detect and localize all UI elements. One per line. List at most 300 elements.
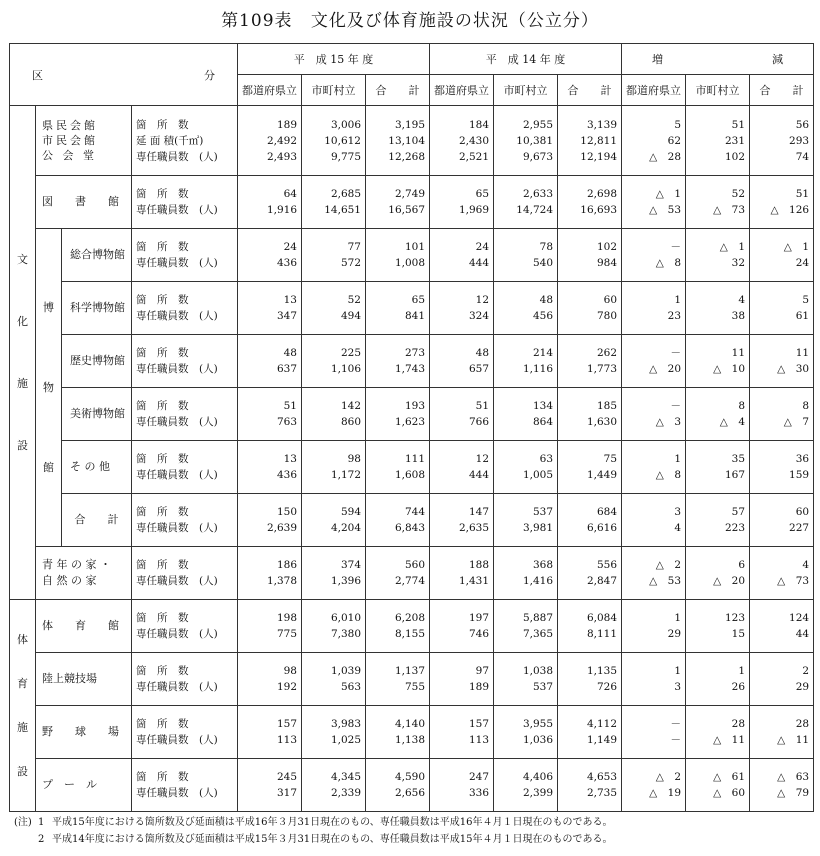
value-cell: [750, 547, 814, 600]
value-cell: [430, 441, 494, 494]
value: 1,623: [394, 416, 426, 428]
value: 444: [468, 469, 490, 481]
value: 51: [283, 400, 297, 412]
value: 75: [603, 453, 618, 465]
value: 1,137: [394, 665, 426, 677]
value: 11: [731, 347, 746, 359]
value-cell: [558, 106, 622, 176]
value-cell: [494, 229, 558, 282]
value: 1,608: [394, 469, 426, 481]
value: 1,743: [394, 363, 426, 375]
value-cell: [558, 388, 622, 441]
value: 6,010: [330, 612, 361, 624]
value: 48: [539, 294, 554, 306]
row-category-line: そ の 他: [70, 460, 110, 473]
value: 2,698: [586, 188, 618, 200]
notes-label: (注): [14, 817, 32, 828]
table-row: [10, 282, 814, 335]
value: 1: [674, 612, 682, 624]
value: 2,492: [266, 134, 297, 147]
value: 189: [276, 118, 297, 131]
value-cell: [494, 706, 558, 759]
value-cell: [238, 759, 302, 812]
value: 864: [532, 416, 554, 428]
table-row: [10, 759, 814, 812]
value: 101: [404, 241, 426, 253]
row-category: [36, 106, 132, 176]
row-category: [62, 441, 132, 494]
row-category-line: 野 球 場: [42, 725, 119, 738]
group-label-char: 設: [17, 764, 28, 778]
value: 293: [789, 134, 810, 147]
table-row: [10, 600, 814, 653]
value-cell: [430, 229, 494, 282]
value-cell: [622, 600, 686, 653]
value: 6,616: [586, 522, 618, 534]
group-label: [10, 106, 36, 600]
value: 4,653: [586, 771, 618, 783]
value: 2,399: [522, 787, 554, 799]
value-cell: [494, 335, 558, 388]
value-cell: [750, 494, 814, 547]
value-cell: [494, 600, 558, 653]
group-label-char: 体: [17, 632, 28, 646]
row-category-line: 公 会 堂: [42, 149, 97, 162]
value: 12: [475, 294, 490, 306]
value: 2,493: [266, 150, 297, 163]
value-cell: [238, 441, 302, 494]
value: 23: [667, 310, 682, 322]
value: 3,981: [522, 522, 554, 534]
value: 374: [340, 559, 361, 571]
value-cell: [686, 335, 750, 388]
metric-label: 箇 所 数: [136, 347, 189, 359]
value-cell: [686, 229, 750, 282]
row-metrics: [132, 547, 238, 600]
value: 4,590: [394, 771, 426, 783]
value: 10,381: [516, 134, 554, 147]
value-cell: [302, 388, 366, 441]
value: 1,039: [330, 665, 361, 677]
value-cell: [750, 653, 814, 706]
value: 1,172: [330, 469, 361, 481]
value: 6,843: [394, 522, 426, 534]
metric-label: 専任職員数 (人): [136, 310, 218, 322]
value-cell: [686, 106, 750, 176]
value: 2,685: [330, 188, 361, 200]
value: 841: [404, 310, 426, 322]
value-cell: [622, 706, 686, 759]
metric-label: 専任職員数 (人): [136, 787, 218, 799]
metric-label: 箇 所 数: [136, 241, 189, 253]
value-cell: [302, 494, 366, 547]
metric-label: 専任職員数 (人): [136, 204, 218, 216]
row-metrics: [132, 176, 238, 229]
value: 78: [539, 241, 554, 253]
value-cell: [366, 441, 430, 494]
value-cell: [494, 441, 558, 494]
value: 324: [468, 310, 490, 322]
row-metrics: [132, 441, 238, 494]
table-row: [10, 176, 814, 229]
value: △ 53: [649, 204, 682, 216]
value: 780: [596, 310, 618, 322]
value: 98: [347, 453, 361, 465]
value-cell: [238, 106, 302, 176]
value: 560: [404, 559, 426, 571]
table-row: [10, 388, 814, 441]
header-row-1: [10, 44, 814, 75]
value: △ 126: [770, 204, 810, 216]
metric-label: 箇 所 数: [136, 118, 189, 131]
value: －: [670, 734, 682, 746]
value-cell: [750, 229, 814, 282]
value: 247: [468, 771, 490, 783]
value: 444: [468, 257, 490, 269]
value: 16,567: [388, 204, 426, 216]
value-cell: [686, 441, 750, 494]
value-cell: [366, 176, 430, 229]
value: 368: [532, 559, 554, 571]
value-cell: [238, 600, 302, 653]
value-cell: [430, 388, 494, 441]
value-cell: [558, 441, 622, 494]
value: △ 10: [713, 363, 746, 375]
value-cell: [750, 441, 814, 494]
row-category: [36, 176, 132, 229]
row-category: [62, 494, 132, 547]
value: 2,633: [522, 188, 554, 200]
value: 4: [802, 559, 810, 571]
value-cell: [750, 600, 814, 653]
value: △ 28: [649, 150, 682, 163]
value-cell: [430, 653, 494, 706]
value: 13,104: [388, 134, 426, 147]
value: △ 73: [713, 204, 746, 216]
group-label-char: 博: [43, 300, 54, 314]
value: 167: [724, 469, 746, 481]
note-2-text: 平成14年度における箇所数及び延面積は平成15年３月31日現在のもの、専任職員数は平成15年４月１日現在のものである。: [52, 834, 613, 845]
value: 12: [475, 453, 490, 465]
value: 1,416: [522, 575, 554, 587]
value: 2: [802, 665, 810, 677]
column-header: 都道府県立: [622, 75, 686, 106]
value: 60: [603, 294, 618, 306]
metric-label: 箇 所 数: [136, 612, 189, 624]
group-label-char: 設: [17, 438, 28, 452]
row-category: [36, 547, 132, 600]
value: 62: [667, 134, 682, 147]
value: 57: [731, 506, 746, 518]
value: 2,339: [330, 787, 361, 799]
value-cell: [558, 547, 622, 600]
row-category-line: 青 年 の 家 ・: [42, 558, 111, 571]
facilities-table: [9, 43, 814, 812]
value: 77: [347, 241, 361, 253]
value-cell: [750, 106, 814, 176]
value-cell: [558, 282, 622, 335]
value-cell: [558, 706, 622, 759]
value: △ 20: [649, 363, 682, 375]
header-change: [622, 44, 814, 75]
row-metrics: [132, 335, 238, 388]
row-category: [62, 229, 132, 282]
table-row: [10, 706, 814, 759]
value: 556: [596, 559, 618, 571]
value: 1,116: [522, 363, 554, 375]
value-cell: [686, 547, 750, 600]
value: 134: [532, 400, 554, 412]
value: 29: [667, 628, 682, 640]
value-cell: [238, 176, 302, 229]
value: 197: [468, 612, 490, 624]
value: △ 3: [655, 416, 682, 428]
row-metrics: [132, 229, 238, 282]
value: 6,208: [394, 612, 426, 624]
row-category-line: 歴史博物館: [70, 354, 125, 367]
value: 1,396: [330, 575, 361, 587]
header-gen: 減: [772, 53, 784, 66]
value: 1,149: [586, 734, 618, 746]
value: 15: [731, 628, 746, 640]
value: △ 73: [777, 575, 810, 587]
value: 1,431: [458, 575, 490, 587]
value: 8: [802, 400, 810, 412]
value: 3: [674, 681, 682, 693]
value: 189: [468, 681, 490, 693]
row-category-line: 県民会館: [42, 119, 98, 132]
value: 63: [539, 453, 554, 465]
metric-label: 専任職員数 (人): [136, 575, 218, 587]
table-row: [10, 441, 814, 494]
value-cell: [494, 759, 558, 812]
column-header: 都道府県立: [238, 75, 302, 106]
value: 14,724: [516, 204, 554, 216]
value: 12,194: [580, 150, 618, 163]
row-metrics: [132, 600, 238, 653]
value-cell: [686, 759, 750, 812]
value: 1: [674, 665, 682, 677]
table-number: 第109表: [221, 11, 293, 31]
value-cell: [302, 547, 366, 600]
value: 223: [724, 522, 746, 534]
value: △ 63: [777, 771, 810, 783]
value-cell: [686, 494, 750, 547]
value-cell: [238, 229, 302, 282]
value: 192: [276, 681, 297, 693]
value: 44: [795, 628, 810, 640]
value: △ 2: [655, 771, 682, 783]
value-cell: [302, 653, 366, 706]
value: 231: [724, 134, 746, 147]
value: 150: [276, 506, 297, 518]
value: 9,673: [522, 150, 554, 163]
value: △ 8: [655, 469, 682, 481]
value: △ 61: [713, 771, 746, 783]
value: －: [670, 718, 682, 730]
value: 456: [532, 310, 554, 322]
row-category-line: 市民会館: [42, 134, 98, 147]
row-category: [62, 282, 132, 335]
value: 14,651: [324, 204, 361, 216]
value: 3,955: [522, 718, 554, 730]
value: 537: [532, 681, 554, 693]
column-header: 市町村立: [302, 75, 366, 106]
row-category: [62, 335, 132, 388]
value: 1,135: [586, 665, 618, 677]
row-category-line: 自 然 の 家: [42, 574, 97, 587]
value: 2,774: [394, 575, 426, 587]
value: 860: [340, 416, 361, 428]
row-category-line: 体 育 館: [42, 619, 119, 632]
value-cell: [302, 106, 366, 176]
value-cell: [366, 759, 430, 812]
value: 60: [795, 506, 810, 518]
value-cell: [622, 653, 686, 706]
value: 11: [795, 347, 810, 359]
value: 2,749: [394, 188, 426, 200]
row-category-line: 総合博物館: [70, 248, 125, 261]
value: △ 20: [713, 575, 746, 587]
value: 113: [276, 734, 297, 746]
note-1-text: 平成15年度における箇所数及び延面積は平成16年３月31日現在のもの、専任職員数は平成16年４月１日現在のものである。: [52, 817, 613, 828]
metric-label: 専任職員数 (人): [136, 522, 218, 534]
row-metrics: [132, 494, 238, 547]
value: 1,449: [586, 469, 618, 481]
value: 24: [475, 241, 490, 253]
row-category: [36, 653, 132, 706]
table-row: [10, 547, 814, 600]
value-cell: [622, 759, 686, 812]
metric-label: 延 面 積(千㎡): [136, 134, 204, 147]
value: 7,365: [522, 628, 554, 640]
value-cell: [494, 106, 558, 176]
row-category-line: 美術博物館: [70, 407, 125, 420]
value-cell: [750, 706, 814, 759]
value: 51: [795, 188, 810, 200]
column-header: 都道府県立: [430, 75, 494, 106]
value: 2,735: [586, 787, 618, 799]
page-title: [0, 6, 820, 31]
column-header: 市町村立: [686, 75, 750, 106]
value-cell: [238, 282, 302, 335]
value: 4,345: [330, 771, 361, 783]
value-cell: [430, 547, 494, 600]
value: 3,139: [586, 118, 618, 131]
row-metrics: [132, 706, 238, 759]
value: 436: [276, 257, 297, 269]
group-label-char: 化: [17, 314, 28, 328]
group-label-char: 育: [17, 676, 28, 690]
value: 540: [532, 257, 554, 269]
column-header: 市町村立: [494, 75, 558, 106]
note-2: [14, 831, 613, 848]
row-category-line: 図 書 館: [42, 195, 119, 208]
value-cell: [302, 282, 366, 335]
metric-label: 専任職員数 (人): [136, 469, 218, 481]
value: 65: [475, 188, 490, 200]
table-row: [10, 494, 814, 547]
value: 273: [404, 347, 426, 359]
value-cell: [238, 335, 302, 388]
value-cell: [622, 441, 686, 494]
value: 744: [404, 506, 426, 518]
value: 1: [674, 294, 682, 306]
value: 48: [475, 347, 490, 359]
table-row: [10, 229, 814, 282]
value: 317: [276, 787, 297, 799]
row-category-line: 科学博物館: [70, 301, 125, 314]
row-metrics: [132, 388, 238, 441]
value-cell: [622, 176, 686, 229]
value: 2,656: [394, 787, 426, 799]
value-cell: [750, 335, 814, 388]
value: 3: [674, 506, 682, 518]
group-label: [36, 229, 62, 547]
value: 74: [795, 150, 810, 163]
header-kubun-right: 分: [204, 68, 215, 82]
value: △ 1: [783, 241, 810, 253]
value: 52: [731, 188, 746, 200]
metric-label: 箇 所 数: [136, 559, 189, 571]
value-cell: [238, 494, 302, 547]
value-cell: [558, 494, 622, 547]
value: 3,983: [330, 718, 361, 730]
table-row: [10, 653, 814, 706]
value: 1,025: [330, 734, 361, 746]
value: 4,140: [394, 718, 426, 730]
value-cell: [366, 388, 430, 441]
value-cell: [750, 759, 814, 812]
value: 64: [283, 188, 297, 200]
value: 8,111: [586, 628, 618, 640]
value-cell: [494, 282, 558, 335]
value-cell: [366, 106, 430, 176]
value: 123: [724, 612, 746, 624]
value: 51: [475, 400, 490, 412]
value: 157: [276, 718, 297, 730]
row-category: [36, 600, 132, 653]
value: 184: [468, 118, 490, 131]
value: 5: [674, 118, 682, 131]
value: －: [670, 241, 682, 253]
value-cell: [494, 653, 558, 706]
row-category-line: 陸上競技場: [42, 672, 97, 685]
value: 188: [468, 559, 490, 571]
metric-label: 専任職員数 (人): [136, 734, 218, 746]
metric-label: 箇 所 数: [136, 294, 189, 306]
value: 193: [404, 400, 426, 412]
table-row: [10, 106, 814, 176]
value-cell: [238, 706, 302, 759]
value: 24: [283, 241, 297, 253]
row-metrics: [132, 759, 238, 812]
group-label-char: 館: [43, 460, 54, 474]
header-year15: 平 成 15 年 度: [238, 44, 430, 75]
value-cell: [366, 494, 430, 547]
value: 336: [468, 787, 490, 799]
value-cell: [622, 388, 686, 441]
value-cell: [494, 176, 558, 229]
metric-label: 専任職員数 (人): [136, 628, 218, 640]
value-cell: [366, 282, 430, 335]
value: 594: [340, 506, 361, 518]
value: 98: [283, 665, 297, 677]
value: 2,639: [266, 522, 297, 534]
value: △ 8: [655, 257, 682, 269]
value-cell: [750, 388, 814, 441]
value-cell: [686, 176, 750, 229]
